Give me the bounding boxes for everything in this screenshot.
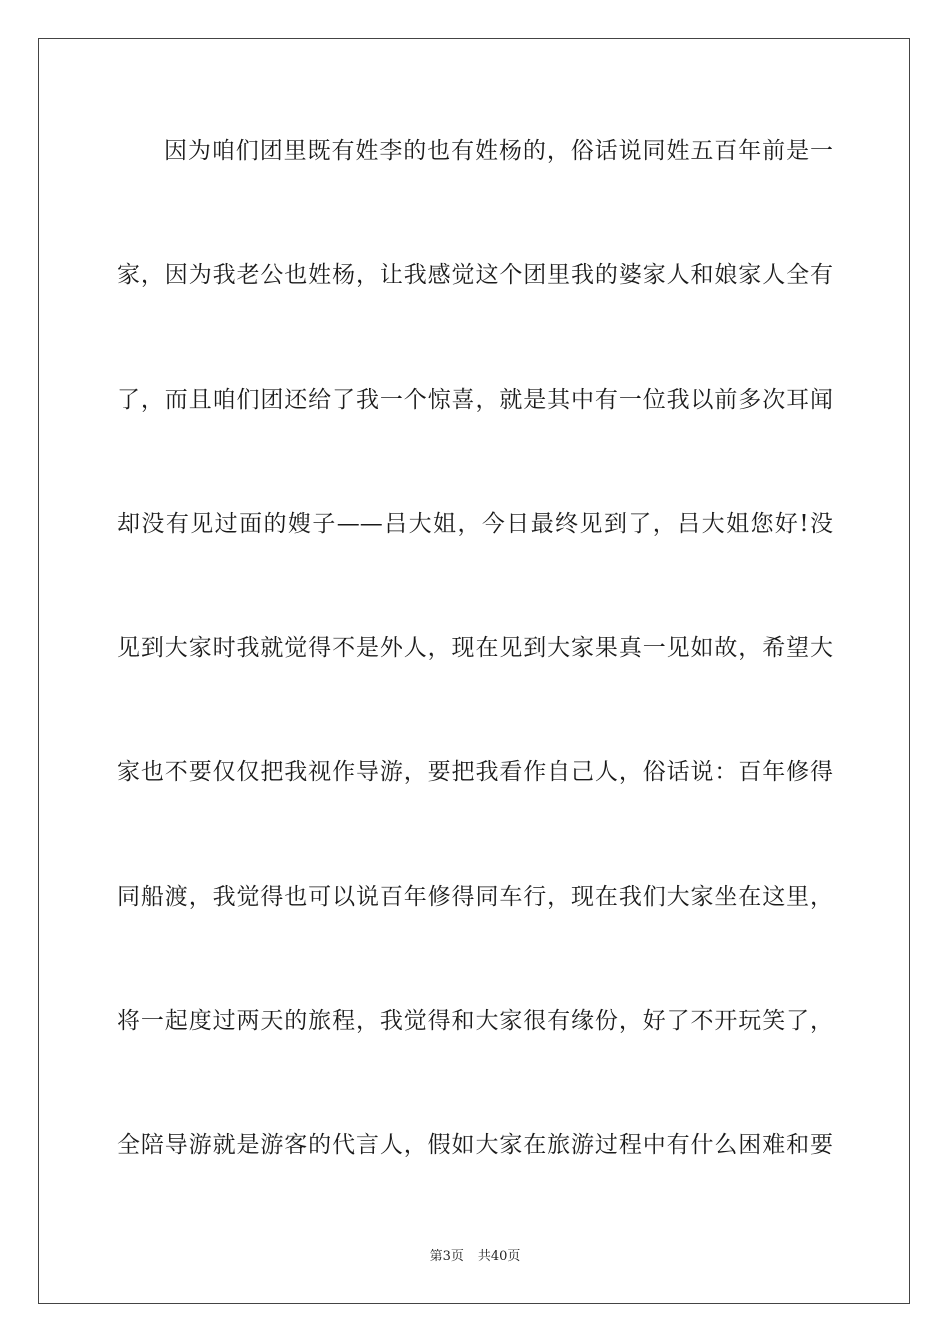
paragraph-line: 见到大家时我就觉得不是外人，现在见到大家果真一见如故，希望大: [117, 635, 833, 661]
paragraph-line: 了，而且咱们团还给了我一个惊喜，就是其中有一位我以前多次耳闻: [117, 387, 833, 413]
total-pages: 共40页: [477, 1249, 521, 1264]
paragraph-line: 因为咱们团里既有姓李的也有姓杨的，俗话说同姓五百年前是一: [164, 138, 833, 164]
paragraph-line: 家，因为我老公也姓杨，让我感觉这个团里我的婆家人和娘家人全有: [117, 262, 833, 288]
page-footer: [0, 1247, 950, 1267]
paragraph-line: 却没有见过面的嫂子——吕大姐，今日最终见到了，吕大姐您好!没: [117, 511, 833, 537]
page-number: 第3页: [429, 1249, 464, 1264]
paragraph-line: 将一起度过两天的旅程，我觉得和大家很有缘份，好了不开玩笑了，: [117, 1008, 833, 1034]
paragraph-line: 家也不要仅仅把我视作导游，要把我看作自己人，俗话说：百年修得: [117, 759, 833, 785]
paragraph-line: 同船渡，我觉得也可以说百年修得同车行，现在我们大家坐在这里，: [117, 884, 833, 910]
page-border: [38, 38, 910, 1304]
paragraph-line: 全陪导游就是游客的代言人，假如大家在旅游过程中有什么困难和要: [117, 1132, 833, 1158]
